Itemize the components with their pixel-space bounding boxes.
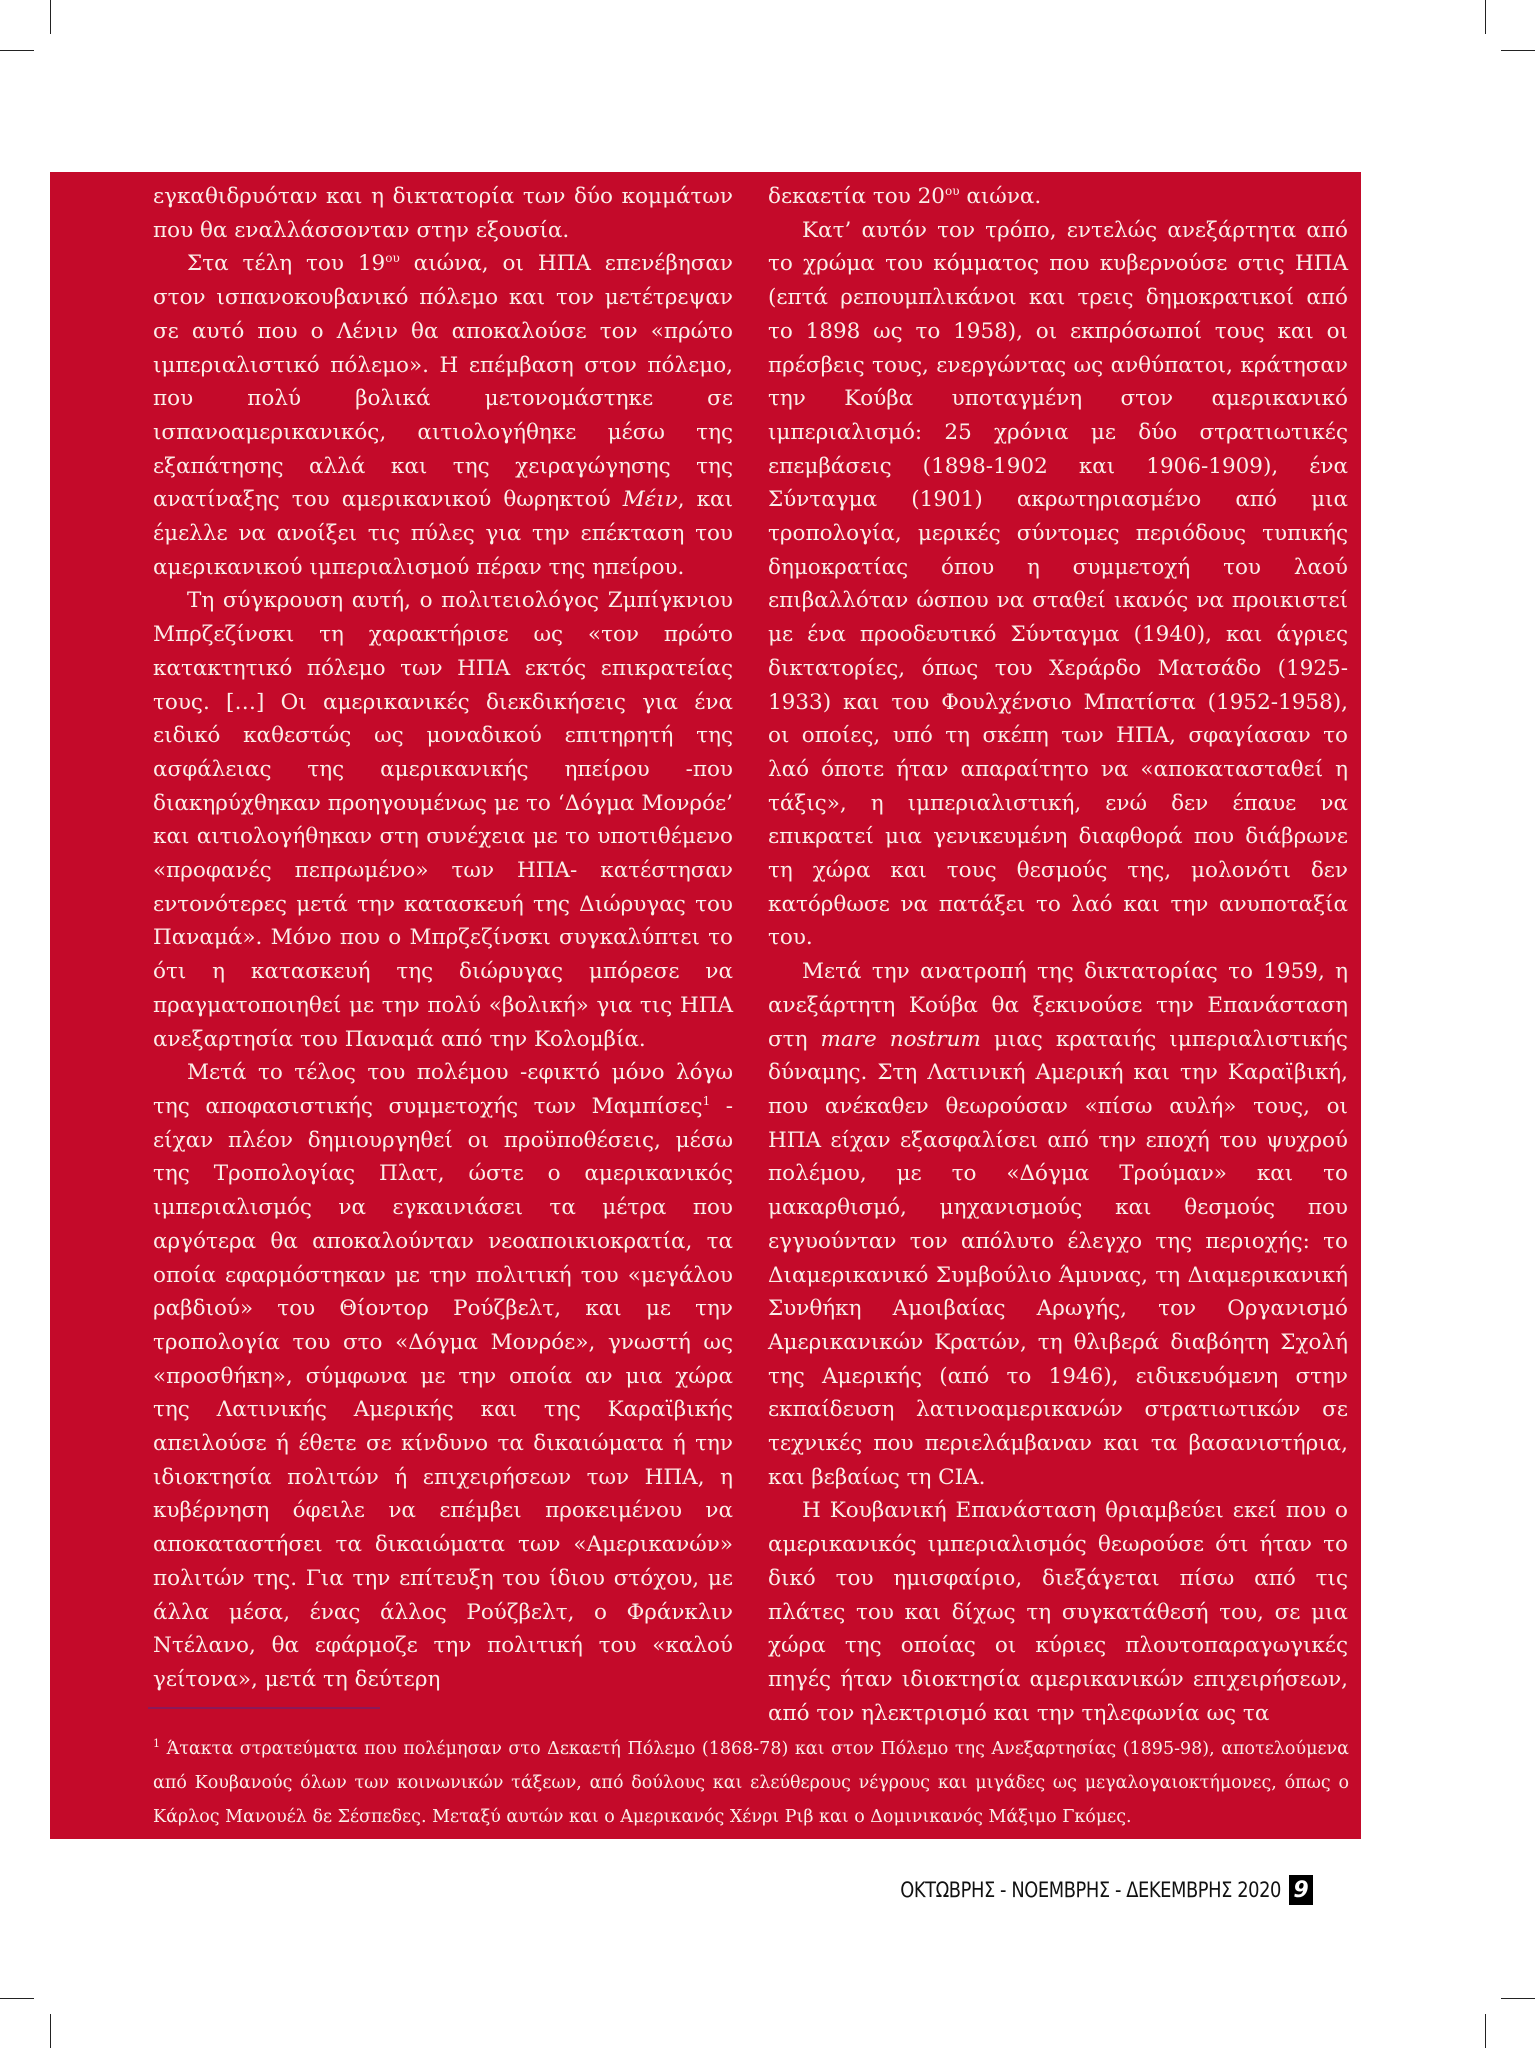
text-run: , και έμελλε να ανοίξει τις πύλες για την επέκταση του αμερικανικού ιμπεριαλισμού πέραν της ηπείρου. [153, 487, 733, 580]
crop-mark [1485, 2014, 1486, 2048]
text-run: Κατ’ αυτόν τον τρόπο, εντελώς ανεξάρτητα από το χρώμα του κόμματος που κυβερνούσε στις ΗΠΑ (επτά ρεπουμπλικάνοι και τρεις δημοκρατικοί από το 1898 ως το 1958), οι εκπρόσωποί τους και οι πρέσβεις τους, ενεργώντας ως ανθύπατοι, κράτησαν την Κούβα υποταγμένη στον αμερικανικό ιμπεριαλισμό: 25 χρόνια με δύο στρατιωτικές επεμβάσεις (1898-1902 και 1906-1909), ένα Σύνταγμα (1901) ακρωτηριασμένο από μια τροπολογία, μερικές σύντομες περιόδους τυπικής δημοκρατίας όπου η συμμετοχή του λαού επιβαλλόταν ώσπου να σταθεί ικανός να προικιστεί με ένα προοδευτικό Σύνταγμα (1940), και άγριες δικτατορίες, όπως του Χεράρδο Ματσάδο (1925-1933) και του Φουλχένσιο Μπατίστα (1952-1958), οι οποίες, υπό τη σκέπη των ΗΠΑ, σφαγίασαν το λαό όποτε ήταν απαραίτητο να «αποκατασταθεί η τάξις», η ιμπεριαλιστική, ενώ δεν έπαυε να επικρατεί μια γενικευμένη διαφθορά που διάβρωνε τη χώρα και τους θεσμούς της, μολονότι δεν κατόρθωσε να πατάξει το λαό και την ανυποταξία του. [768, 217, 1348, 951]
text-run: Μετά την ανατροπή της δικτατορίας το 1959, η ανεξάρτητη Κούβα θα ξεκινούσε την Επανάσταση στη [768, 959, 1348, 1052]
crop-mark [1485, 0, 1486, 34]
paragraph [153, 1056, 733, 1696]
paragraph [768, 955, 1348, 1494]
text-run: - είχαν πλέον δημιουργηθεί οι προϋποθέσεις, μέσω της Τροπολογίας Πλατ, ώστε ο αμερικανικός ιμπεριαλισμός να εγκαινιάσει τα μέτρα που αργότερα θα αποκαλούνταν νεοαποικιοκρατία, τα οποία εφαρμόστηκαν με την πολιτική του «μεγάλου ραβδιού» του Θίοντορ Ρούζβελτ, και με την τροπολογία του στο «Δόγμα Μονρόε», γνωστή ως «προσθήκη», σύμφωνα με την οποία αν μια χώρα της Λατινικής Αμερικής και της Καραϊβικής απειλούσε ή έθετε σε κίνδυνο τα δικαιώματα ή την ιδιοκτησία πολιτών ή επιχειρήσεων των ΗΠΑ, η κυβέρνηση όφειλε να επέμβει προκειμένου να αποκαταστήσει τα δικαιώματα των «Αμερικανών» πολιτών της. Για την επίτευξη του ίδιου στόχου, με άλλα μέσα, ένας άλλος Ρούζβελτ, ο Φράνκλιν Ντέλανο, θα εφάρμοζε την πολιτική του «καλού γείτονα», μετά τη δεύτερη [153, 1093, 733, 1692]
superscript: 1 [702, 1093, 711, 1108]
crop-mark [50, 2014, 51, 2048]
crop-mark [0, 1998, 34, 1999]
footnote [153, 1727, 1349, 1834]
footnote-marker: 1 [153, 1737, 160, 1750]
page-footer [833, 1874, 1313, 1906]
italic-text: Μέιν [622, 487, 678, 513]
text-run: μιας κραταιής ιμπεριαλιστικής δύναμης. Στη Λατινική Αμερική και την Καραϊβική, που ανέκαθεν θεωρούσαν «πίσω αυλή» τους, οι ΗΠΑ είχαν εξασφαλίσει από την εποχή του ψυχρού πολέμου, με το «Δόγμα Τρούμαν» και το μακαρθισμό, μηχανισμούς και θεσμούς που εγγυούνταν τον απόλυτο έλεγχο της περιοχής: το Διαμερικανικό Συμβούλιο Άμυνας, τη Διαμερικανική Συνθήκη Αμοιβαίας Αρωγής, τον Οργανισμό Αμερικανικών Κρατών, τη θλιβερά διαβόητη Σχολή της Αμερικής (από το 1946), ειδικευόμενη στην εκπαίδευση λατινοαμερικανών στρατιωτικών σε τεχνικές που περιελάμβαναν και τα βασανιστήρια, και βεβαίως τη CIA. [768, 1026, 1348, 1490]
crop-mark [1501, 1998, 1535, 1999]
italic-text: mare nostrum [820, 1026, 981, 1052]
crop-mark [1501, 50, 1535, 51]
footnote-text: Άτακτα στρατεύματα που πολέμησαν στο Δεκαετή Πόλεμο (1868-78) και στον Πόλεμο της Ανεξαρτησίας (1895-98), αποτελούμενα από Κουβανούς όλων των κοινωνικών τάξεων, από δούλους και ελεύθερους νέγρους και μιγάδες ως μεγαλογαιοκτήμονες, όπως ο Κάρλος Μανουέλ δε Σέσπεδες. Μεταξύ αυτών και ο Αμερικανός Χένρι Ριβ και ο Δομινικανός Μάξιμο Γκόμες. [153, 1738, 1349, 1827]
article-column-right [768, 180, 1348, 1730]
paragraph [768, 1494, 1348, 1730]
text-run: Τη σύγκρουση αυτή, ο πολιτειολόγος Ζμπίγκνιου Μπρζεζίνσκι τη χαρακτήρισε ως «τον πρώτο κατακτητικό πόλεμο των ΗΠΑ εκτός επικρατείας τους. […] Οι αμερικανικές διεκδικήσεις για ένα ειδικό καθεστώς ως μοναδικού επιτηρητή της ασφάλειας της αμερικανικής ηπείρου -που διακηρύχθηκαν προηγουμένως με το ‘Δόγμα Μονρόε’ και αιτιολογήθηκαν στη συνέχεια με το υποτιθέμενο «προφανές πεπρωμένο» των ΗΠΑ- κατέστησαν εντονότερες μετά την κατασκευή της Διώρυγας του Παναμά». Μόνο που ο Μπρζεζίνσκι συγκαλύπτει το ότι η κατασκευή της διώρυγας μπόρεσε να πραγματοποιηθεί με την πολύ «βολική» για τις ΗΠΑ ανεξαρτησία του Παναμά από την Κολομβία. [153, 588, 733, 1052]
text-run: αιώνα, οι ΗΠΑ επενέβησαν στον ισπανοκουβανικό πόλεμο και τον μετέτρεψαν σε αυτό που ο Λένιν θα αποκαλούσε τον «πρώτο ιμπεριαλιστικό πόλεμο». Η επέμβαση στον πόλεμο, που πολύ βολικά μετονομάστηκε σε ισπανοαμερικανικός, αιτιολογήθηκε μέσω της εξαπάτησης αλλά και της χειραγώγησης της ανατίναξης του αμερικανικού θωρηκτού [153, 251, 733, 513]
text-run: εγκαθιδρυόταν και η δικτατορία των δύο κομμάτων που θα εναλλάσσονταν στην εξουσία. [153, 184, 733, 243]
footnote-divider [148, 1707, 380, 1709]
article-column-left [153, 180, 733, 1697]
crop-mark [50, 0, 51, 34]
text-run: Η Κουβανική Επανάσταση θριαμβεύει εκεί που ο αμερικανικός ιμπεριαλισμός θεωρούσε ότι ήταν το δικό του ημισφαίριο, διεξάγεται πίσω από τις πλάτες του και δίχως τη συγκατάθεσή του, σε μια χώρα της οποίας οι κύριες πλουτοπαραγωγικές πηγές ήταν ιδιοκτησία αμερικανικών επιχειρήσεων, από τον ηλεκτρισμό και την τηλεφωνία ως τα [768, 1498, 1348, 1726]
text-run: Στα τέλη του 19 [187, 251, 386, 277]
superscript: ου [944, 183, 960, 198]
paragraph [153, 584, 733, 1056]
paragraph [153, 180, 733, 247]
text-run: αιώνα. [959, 184, 1042, 209]
paragraph [768, 180, 1348, 214]
text-run: δεκαετία του 20 [768, 184, 945, 209]
paragraph [153, 247, 733, 584]
page-number: 9 [1289, 1875, 1313, 1905]
superscript: ου [385, 251, 400, 266]
issue-date: ΟΚΤΩΒΡΗΣ - ΝΟΕΜΒΡΗΣ - ΔΕΚΕΜΒΡΗΣ 2020 [900, 1878, 1281, 1902]
crop-mark [0, 50, 34, 51]
text-run: Μετά το τέλος του πολέμου -εφικτό μόνο λόγω της αποφασιστικής συμμετοχής των Μαμπίσες [153, 1060, 733, 1119]
paragraph [768, 214, 1348, 955]
